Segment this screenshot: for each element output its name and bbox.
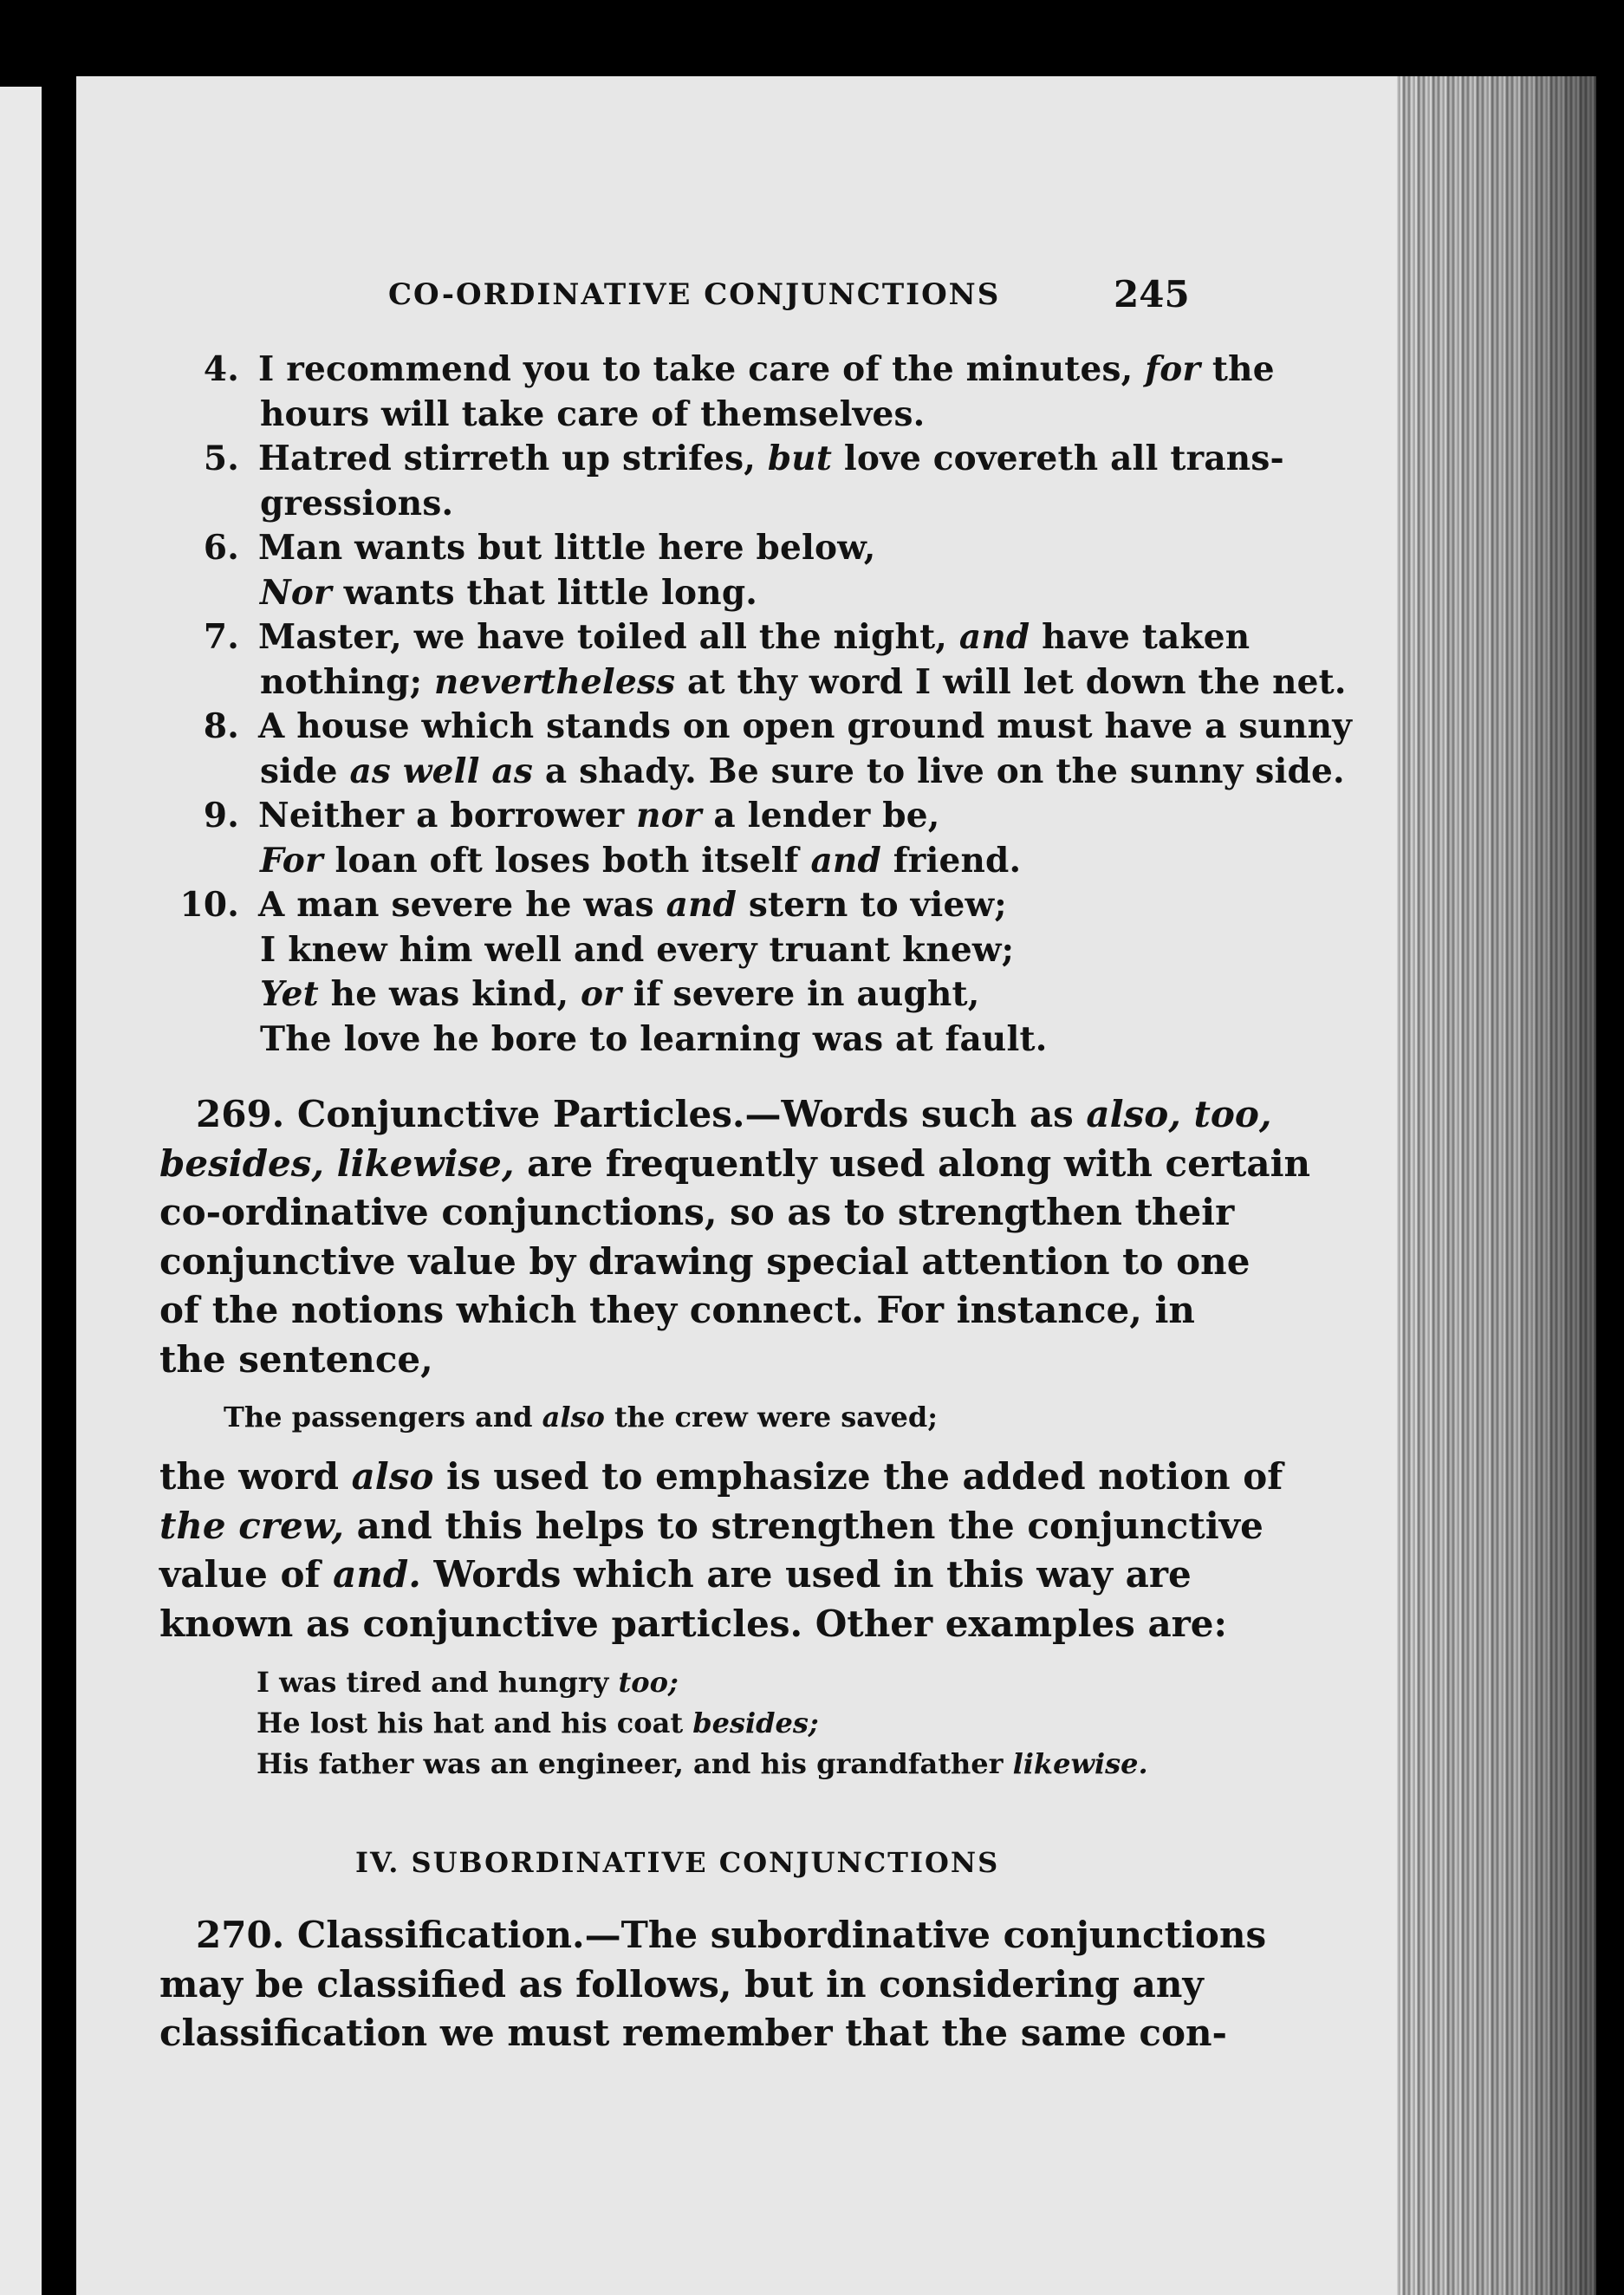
paragraph-line: the word also is used to emphasize the added notion of: [159, 1455, 1283, 1498]
list-item-line: Man wants but little here below,: [258, 528, 876, 568]
paragraph-line: of the notions which they connect. For instance, in: [159, 1289, 1195, 1331]
paragraph-line: co-ordinative conjunctions, so as to strengthen their: [159, 1191, 1235, 1233]
list-item-number: 5.: [203, 439, 239, 478]
page-number: 245: [1114, 273, 1190, 315]
list-item-line: gressions.: [260, 483, 454, 523]
list-item-line: Neither a borrower nor a lender be,: [258, 796, 940, 835]
list-item-line: nothing; nevertheless at thy word I will let down the net.: [260, 661, 1347, 702]
list-item-number: 7.: [203, 617, 239, 657]
list-item-number: 8.: [203, 706, 239, 746]
list-item-line: I knew him well and every truant knew;: [260, 929, 1015, 970]
paragraph-line: value of and. Words which are used in this way are: [159, 1553, 1192, 1596]
list-item-line: Yet he was kind, or if severe in aught,: [260, 974, 980, 1014]
running-head: CO-ORDINATIVE CONJUNCTIONS: [388, 277, 1001, 312]
paragraph-line: 269. Conjunctive Particles.—Words such as also, too,: [196, 1093, 1272, 1135]
list-item-line: Nor wants that little long.: [260, 572, 758, 613]
list-item-line: A house which stands on open ground must have a sunny: [258, 706, 1353, 746]
list-item-number: 9.: [203, 796, 239, 835]
paragraph-line: 270. Classification.—The subordinative conjunctions: [196, 1914, 1267, 1956]
list-item-line: A man severe he was and stern to view;: [258, 885, 1007, 925]
paragraph-line: the crew, and this helps to strengthen the conjunctive: [159, 1504, 1263, 1547]
list-item-line: The love he bore to learning was at fault.: [260, 1018, 1048, 1059]
paragraph-line: the sentence,: [159, 1337, 433, 1381]
list-item-line: side as well as a shady. Be sure to live on the sunny side.: [260, 751, 1345, 791]
list-item-number: 6.: [203, 528, 239, 568]
example-sentence: The passengers and also the crew were saved;: [224, 1401, 939, 1434]
list-item-line: Hatred stirreth up strifes, but love covereth all trans-: [258, 439, 1284, 478]
example-line: His father was an engineer, and his grandfather likewise.: [257, 1747, 1148, 1780]
paragraph-line: conjunctive value by drawing special attention to one: [159, 1239, 1250, 1283]
paragraph-line: known as conjunctive particles. Other examples are:: [159, 1602, 1228, 1645]
list-item-line: hours will take care of themselves.: [260, 393, 926, 434]
subheading: IV. SUBORDINATIVE CONJUNCTIONS: [355, 1846, 1000, 1879]
list-item-line: I recommend you to take care of the minutes, for the: [258, 349, 1275, 389]
paragraph-line: classification we must remember that the same con-: [159, 2012, 1227, 2054]
list-item-number: 10.: [179, 885, 239, 925]
list-item-line: Master, we have toiled all the night, and have taken: [258, 617, 1250, 657]
example-line: I was tired and hungry too;: [257, 1666, 679, 1699]
list-item-number: 4.: [203, 349, 239, 389]
paragraph-line: may be classified as follows, but in considering any: [159, 1962, 1204, 2006]
paragraph-line: besides, likewise, are frequently used along with certain: [159, 1141, 1311, 1185]
example-line: He lost his hat and his coat besides;: [257, 1707, 819, 1739]
list-item-line: For loan oft loses both itself and friend.: [260, 840, 1022, 881]
